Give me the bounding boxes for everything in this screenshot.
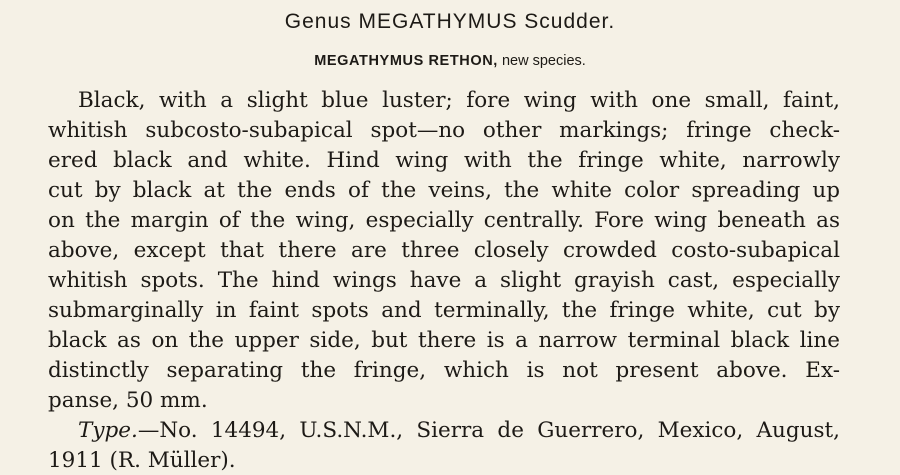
description-line: ered black and white. Hind wing with the fringe white, narrowly <box>48 148 840 173</box>
species-name: MEGATHYMUS RETHON, <box>314 53 498 69</box>
description-line: distinctly separating the fringe, which is not present above. Ex- <box>48 358 840 383</box>
type-record-text: —No. 14494, U.S.N.M., Sierra de Guerrero, Mexico, August, <box>137 418 840 443</box>
description-line: above, except that there are three closely crowded costo-subapical <box>48 238 840 263</box>
description-line: Black, with a slight blue luster; fore wing with one small, faint, <box>78 88 840 113</box>
type-label: Type. <box>78 418 138 443</box>
description-line: whitish subcosto-subapical spot—no other markings; fringe check- <box>48 118 840 143</box>
type-record-line <box>78 418 840 443</box>
description-line: whitish spots. The hind wings have a slight grayish cast, especially <box>48 268 840 293</box>
genus-heading: Genus MEGATHYMUS Scudder. <box>284 10 616 33</box>
species-heading <box>0 53 900 69</box>
description-line: cut by black at the ends of the veins, the white color spreading up <box>48 178 840 203</box>
description-line: on the margin of the wing, especially centrally. Fore wing beneath as <box>48 208 840 233</box>
description-line: panse, 50 mm. <box>48 388 208 413</box>
description-line: black as on the upper side, but there is a narrow terminal black line <box>48 328 840 353</box>
species-note: new species. <box>501 53 586 69</box>
type-record-line: 1911 (R. Müller). <box>48 448 236 473</box>
description-line: submarginally in faint spots and terminally, the fringe white, cut by <box>48 298 840 323</box>
